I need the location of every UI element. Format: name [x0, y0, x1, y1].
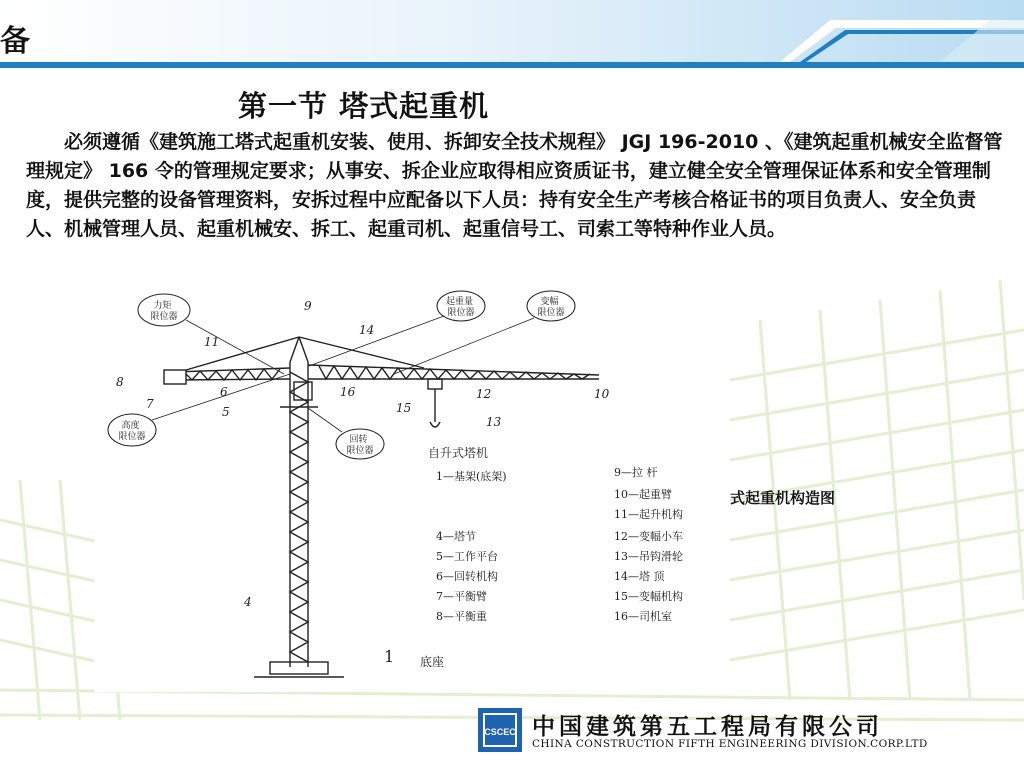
legend-right-item: 13—吊钩滑轮: [614, 550, 683, 563]
legend-right-item: 10—起重臂: [614, 488, 672, 501]
company-name-en: CHINA CONSTRUCTION FIFTH ENGINEERING DIVISION.CORP.LTD: [532, 738, 928, 750]
logo-text: CSCEC: [484, 727, 516, 737]
part-number-16: 16: [340, 385, 356, 399]
part-number-5: 5: [222, 405, 230, 419]
legend-left-item: 5—工作平台: [436, 550, 498, 563]
legend-left-item: 1—基架(底架): [436, 470, 507, 483]
part-number-6: 6: [220, 385, 228, 399]
header-title: 备: [0, 24, 30, 59]
callout-height-line2: 限位器: [118, 432, 146, 442]
legend-left-item: 6—回转机构: [436, 570, 498, 583]
part-number-9: 9: [304, 299, 312, 313]
part-number-10: 10: [594, 387, 610, 401]
legend-title: 自升式塔机: [428, 446, 489, 460]
callout-slewing-line1: 回转: [349, 435, 368, 445]
part-number-13: 13: [486, 415, 502, 429]
legend-left-item: 4—塔节: [436, 530, 476, 543]
part-number-15: 15: [396, 401, 412, 415]
callout-torque-line2: 限位器: [150, 312, 178, 322]
callout-slewing-line2: 限位器: [346, 446, 374, 456]
legend-right-item: 11—起升机构: [614, 508, 683, 521]
legend-left-item: 8—平衡重: [436, 610, 487, 623]
callout-weight-line1: 起重量: [446, 297, 474, 307]
svg-text:起重量 限位器: [446, 295, 476, 318]
figure-caption: 式起重机构造图: [730, 489, 836, 507]
part-number-7: 7: [146, 397, 154, 411]
company-name-cn: 中国建筑第五工程局有限公司: [532, 713, 883, 740]
part-number-1: 1: [384, 647, 395, 666]
svg-text:回转 限位器: [346, 433, 373, 456]
header-band: [0, 0, 1024, 68]
callout-torque-line1: 力矩: [153, 301, 172, 311]
legend-right-item: 16—司机室: [614, 610, 672, 623]
base-label: 底座: [420, 655, 445, 669]
callout-height-line1: 高度: [121, 421, 140, 431]
svg-text:高度 限位器: [118, 419, 145, 442]
legend-right-item: 15—变幅机构: [614, 590, 683, 603]
callout-luffing-line2: 限位器: [537, 308, 565, 318]
part-number-8: 8: [116, 375, 124, 389]
part-number-4: 4: [244, 595, 252, 609]
body-paragraph: 必须遵循《建筑施工塔式起重机安装、使用、拆卸安全技术规程》 JGJ 196-2010 、《建筑起重机械安全监督管理规定》 166 令的管理规定要求；从事安、拆企业应取得相应资质证书，建立健全安全管理保证体系和安全管理制度，提供完整的设备管理资料，安拆过程中应配备以下人员：持有安全生产考核合格证书的项目负责人、安全负责人、机械管理人员、起重机械安、拆工、起重司机、起重信号工、司索工等特种作业人员。: [26, 131, 1003, 240]
part-number-11: 11: [204, 335, 220, 349]
svg-text:变幅 限位器: [537, 295, 564, 318]
callout-weight-line2: 限位器: [447, 308, 475, 318]
part-number-12: 12: [476, 387, 492, 401]
callout-luffing-line1: 变幅: [540, 297, 559, 307]
legend-right-item: 9—拉 杆: [614, 466, 658, 479]
tower-crane-diagram: [94, 282, 728, 692]
legend-left-item: 7—平衡臂: [436, 590, 487, 603]
part-number-14: 14: [359, 323, 375, 337]
svg-text:力矩 限位器: [150, 299, 177, 322]
section-title: 第一节 塔式起重机: [238, 89, 490, 123]
legend-right-item: 12—变幅小车: [614, 530, 683, 543]
legend-right-item: 14—塔 顶: [614, 570, 665, 583]
company-footer: [470, 700, 1024, 768]
company-logo-icon: [478, 708, 522, 752]
